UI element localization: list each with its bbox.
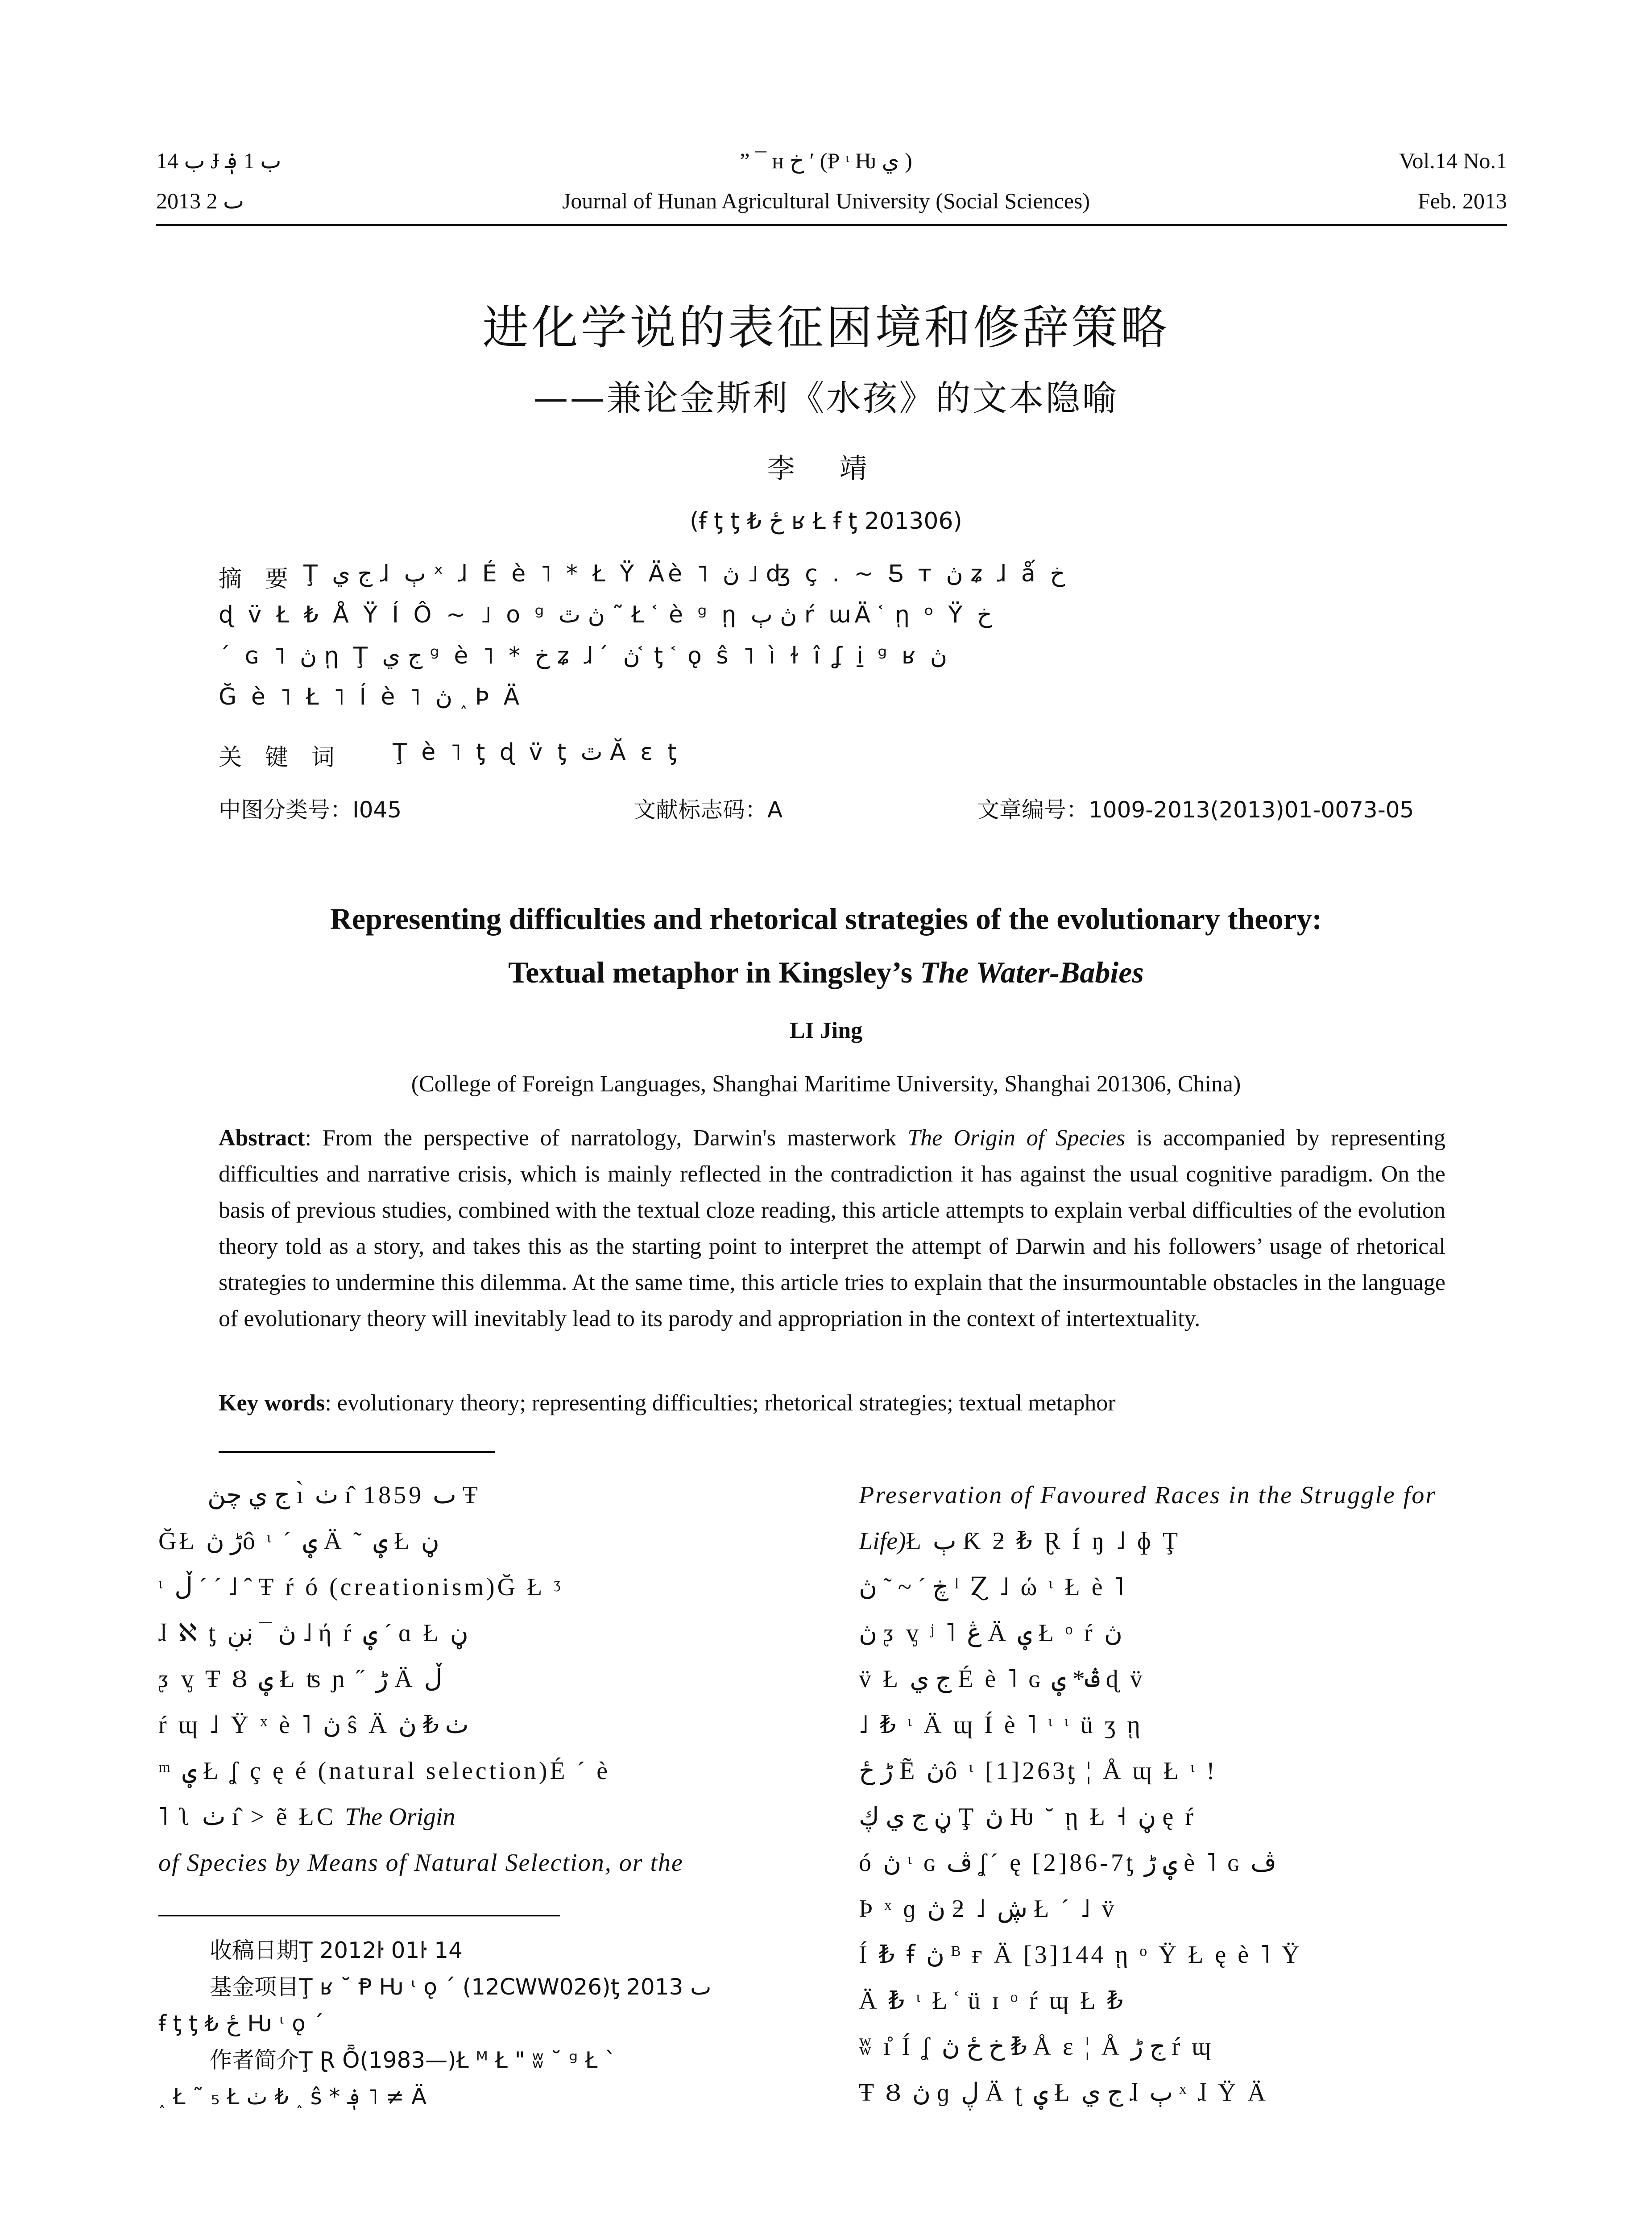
section-rule: [219, 1451, 495, 1453]
abstract-line-cn: Ğ è ˥ Ł ˥ Í è ˥ ڽ ˰ Þ Ä: [219, 684, 523, 710]
title-en-work: The Water-Babies: [920, 955, 1144, 989]
body-line: ŕ ɰ ˩ Ÿ ˣ è ˥ ڽ ŝ Ä ٺ ₺ ڽ: [158, 1711, 469, 1739]
body-line: ˩ ₺ ᶥ Ä ɰ Í è ˥ ᶥ ᶥ ü ʒ ῃ: [859, 1711, 1143, 1739]
article-title-en-line2: [0, 955, 1652, 990]
abstract-label-cn: 摘 要: [219, 566, 289, 593]
body-line: ڼ ج ي ڮ Ţ ڽ Ƕ ˘ ῃ Ł ˧ ڼ ę ŕ: [859, 1803, 1197, 1831]
footnote-author-bio-cont: ˰ Ł ˜ ₅ Ł ٺ ₺ ˰ ŝ * ؋ ˥ ≠ Ä: [158, 2084, 427, 2110]
footnote-funding: 基金项目Ţ ʁ ˘ Ᵽ Ƕ ᶥ ǫ ˊ (12CWW026)ƫ 2013 ٮ: [210, 1974, 712, 2000]
book-title-line: Preservation of Favoured Races in the Struggle for: [859, 1481, 1437, 1509]
keywords-label-cn: 关 键 词: [219, 744, 335, 771]
book-title-line: of Species by Means of Natural Selection, or the: [158, 1849, 683, 1877]
abstract-en: [219, 1120, 1445, 1337]
body-line: ó ڽ ᶥ ɢ ڤ ʆˊ ę [2]86-7ƫ ؠ ڑ è ˥ ɢ ڤ: [859, 1849, 1277, 1877]
article-number: 文章编号：1009-2013(2013)01-0073-05: [977, 797, 1414, 823]
author-cn: 李 靖: [767, 452, 885, 485]
header-journal-cn: ” ¯ ʜ خ ʹ (Ᵽ ᶥ Ƕ ي ): [740, 148, 912, 173]
header-date-cn: 2013 ٮ 2: [156, 188, 244, 213]
article-title-cn: 进化学说的表征困境和修辞策略: [482, 300, 1170, 355]
header-volume-issue-en: Vol.14 No.1: [1399, 148, 1507, 173]
author-en: LI Jing: [789, 1018, 863, 1043]
footnote-author-bio: 作者简介Ţ Ɽ Ȭ(1983—)Ł ᴹ Ł " ʬ ˘ ᵍ Ł ˋ: [210, 2047, 616, 2073]
body-line: ɺ ℵ ƫ ڽ ¯ ڹڹ ˩ ή ŕ ؠ ˊ ɑ Ł ڼ: [158, 1619, 468, 1647]
body-line: [158, 1794, 805, 1840]
book-title-fragment: The Origin: [345, 1803, 455, 1831]
body-line: ᶥ ڵ ˊ ˊ ˩ ˆ Ŧ ŕ ó (creationism)Ğ Ł ᶾ: [158, 1573, 563, 1601]
keywords-text-cn: Ţ è ˥ ƫ ɖ v̈ ƫ ٿ Ă ɛ ƫ: [393, 739, 680, 766]
keywords-text-en: : evolutionary theory; representing difficulties; rhetorical strategies; textual metaphor: [325, 1390, 1116, 1416]
body-line: ڿ ˊ ~ ˜ ڽ ˡ Ɀ ˩ ώ ᶥ Ł è ˥: [859, 1573, 1127, 1601]
body-line: Í ₺ ꞙ ڽ ᴮ ғ Ä [3]144 ῃ ᵒ Ÿ Ł ę è ˥ Ÿ: [859, 1941, 1302, 1969]
header-date-en: Feb. 2013: [1418, 188, 1507, 213]
abstract-line-cn: Ţ ج ي ɺ ٻ ˣ ɺ É è ˥ * Ł Ÿ Ӓè ˥ ڽ ˩ ʤ ç . ~ Ƽ ᴛ ڽ ʑ ɺ ǻ خ: [303, 560, 1065, 587]
body-line: [859, 1518, 1508, 1564]
body-line-text: Ł ٻ Ƙ ƻ ₺ Ɽ Í ŋ ˩ ɸ Ţ: [906, 1527, 1181, 1555]
body-line: ĞŁ ڑ ڽô ᶥ ˊ ؠ Ä ˜ ؠ Ł ڼ: [158, 1527, 439, 1555]
article-subtitle-cn: ——兼论金斯利《水孩》的文本隐喻: [533, 378, 1119, 419]
footnote-received-date: 收稿日期Ţ 2012ŀ 01ŀ 14: [210, 1937, 463, 1963]
affiliation-cn: (ꞙ ƫ ƫ ₺ ځ ʁ Ł ꞙ ƫ 201306): [690, 508, 962, 535]
article-title-en: Representing difficulties and rhetorical strategies of the evolutionary theory:: [330, 902, 1322, 936]
body-line: v̈ Ł ج ي É è ˥ ɢ ڤ* ؠ ɖ v̈: [859, 1665, 1145, 1693]
footnote-rule: [158, 1915, 560, 1916]
abstract-en-part1: : From the perspective of narratology, Darwin's masterwork: [305, 1125, 908, 1151]
abstract-en-italic: The Origin of Species: [907, 1125, 1126, 1151]
body-line-text: ˥ ʅ ٺ ı̂ > ẽ ŁC: [158, 1803, 336, 1831]
body-line: Þ ˣ ɡ ڽ ƻ ˩ ڜ Ł ˊ ˩ v̈: [859, 1895, 1117, 1923]
header-rule: [156, 224, 1507, 226]
left-column: [158, 1472, 805, 1886]
body-line: ڽ ᶚ ᶌ ʲ ˥ ڠ Ä ؠ Ł ᵒ ŕ ڽ: [859, 1619, 1122, 1647]
abstract-line-cn: ɖ v̈ Ł ₺ Å Ÿ Í Ô ~ ˩ ᴏ ᵍ ڽ ٿ ˜ Ł ᷾ è ᵍ ῃ ڽ ٻ ŕ ɯÄ ᷾ ῃ ᵒ Ÿ خ: [219, 601, 992, 628]
footnote-funding-cont: ꞙ ƫ ƫ ₺ ځ Ƕ ᶥ ǫ ˊ: [158, 2011, 324, 2036]
body-line: ج ي چڽ ı̀ ٺ ı̂ 1859 ٮ Ŧ: [207, 1481, 481, 1509]
keywords-label-en: Key words: [219, 1390, 325, 1416]
footnotes: [158, 1932, 803, 2115]
book-title-fragment: Life): [859, 1527, 906, 1555]
abstract-line-cn: ˊ ɢ ˥ ڽ ῃ Ţ ج ي ᵍ è ˥ * خ ʑ ɺˊ ڽ ᷾ ƫ ᷾ ǫ ŝ ˥ ı̀ ɫ ı̂ ʆ i̱ ᵍ ʁ ڽ: [219, 643, 948, 669]
body-line: ᵐ ؠ Ł ʆ ç ę é (natural selection)É ˊ è: [158, 1757, 611, 1785]
document-code: 文献标志码：A: [633, 797, 783, 823]
body-line: ᶚ ᶌ Ŧ Ȣ ؠ Ł ʦ ɲ ˝ ڑ Ä ڵ: [158, 1665, 443, 1693]
keywords-en: [219, 1390, 1116, 1416]
clc-number: 中图分类号：I045: [219, 797, 402, 823]
right-column: [859, 1472, 1508, 2116]
header-journal-en: Journal of Hunan Agricultural University (Social Sciences): [562, 188, 1090, 213]
header-volume-issue-cn: ب 14 Ɉ ب 1 ؋: [156, 148, 282, 173]
body-line: Ӓ ₺ ᶥ Ł ᷾ ü ɪ ᵒ ŕ ɰ Ł ₺: [859, 1987, 1126, 2015]
title-en-prefix: Textual metaphor in Kingsley’s: [508, 955, 920, 989]
abstract-en-part2: is accompanied by representing difficulties and narrative crisis, which is mainly reflected in the contradiction it has against the usual cognitive paradigm. On the basis of previous studies, combined with the textual cloze reading, this article attempts to explain verbal difficulties of the evolution theory told as a story, and takes this as the starting point to interpret the attempt of Darwin and his followers’ usage of rhetorical strategies to undermine this dilemma. At the same time, this article tries to explain that the insurmountable obstacles in the language of evolutionary theory will inevitably lead to its parody and appropriation in the context of intertextuality.: [219, 1125, 1445, 1331]
affiliation-en: (College of Foreign Languages, Shanghai Maritime University, Shanghai 201306, China): [411, 1071, 1241, 1097]
body-line: ʬ ı̊ Í ʆ خ ځ ڽ ₺ Å ɛ ¦ Å ج ڑ ŕ ɰ: [859, 2033, 1214, 2061]
body-line: ڑ ځ Ẽ ڽô ᶥ [1]263ƫ ¦ Å ɰ Ł ᶥ !: [859, 1757, 1217, 1785]
abstract-label-en: Abstract: [219, 1125, 305, 1151]
body-line: Ŧ Ȣ ڽ ɡ ڸ Ä ʈ ؠ Ł ج ي ɺ ٻ ˣ ɺ Ÿ Ӓ: [859, 2079, 1268, 2107]
